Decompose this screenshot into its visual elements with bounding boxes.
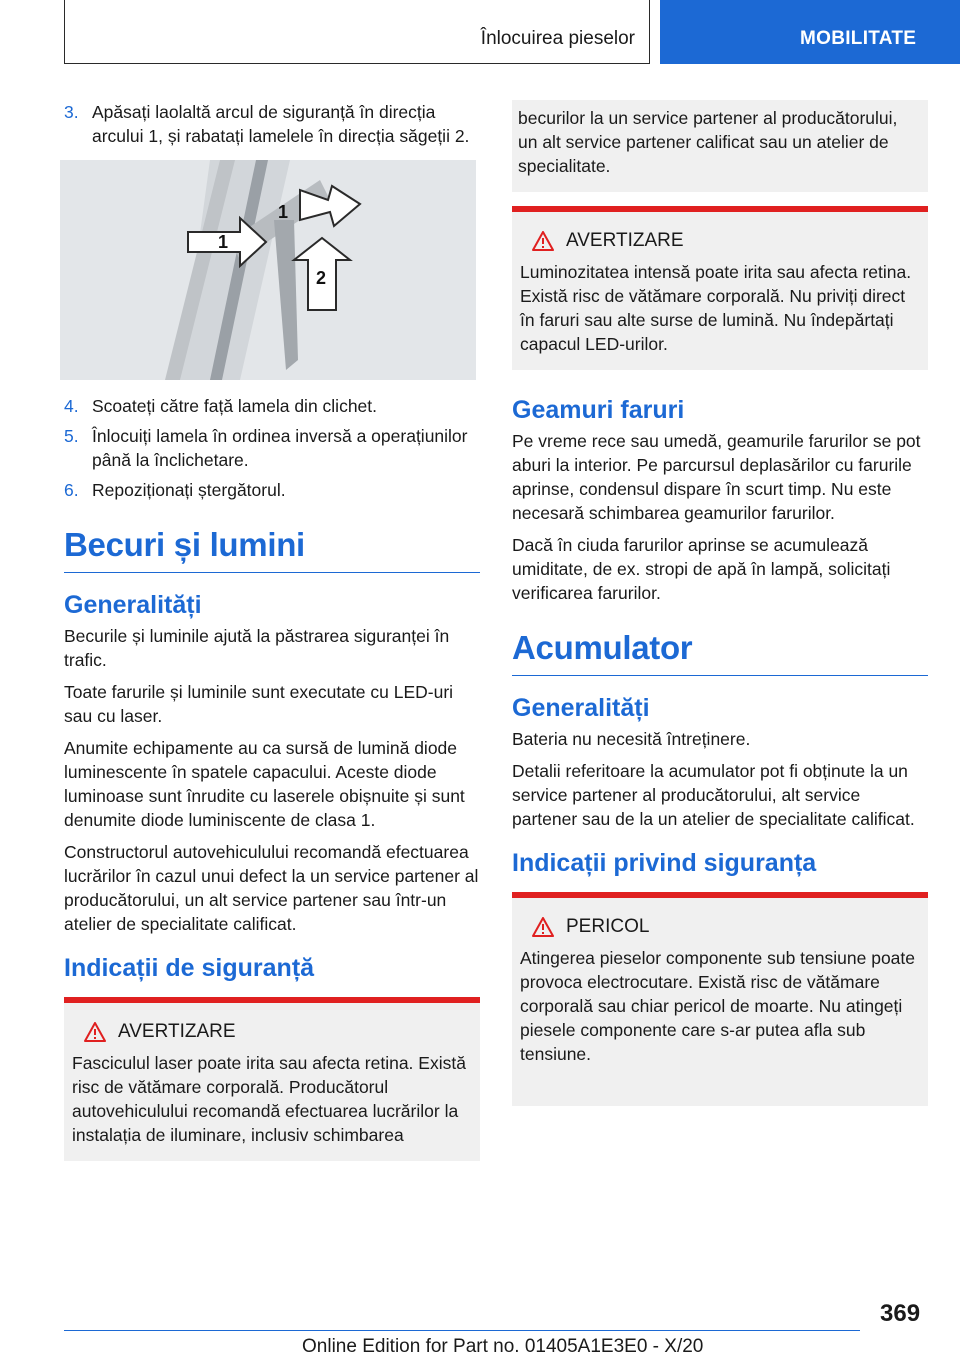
subheading-safety: Indicații privind siguranța — [512, 849, 817, 877]
warning-box — [512, 206, 928, 370]
warning-triangle-icon — [532, 917, 554, 937]
subheading-general: Generalități — [512, 694, 650, 722]
page-number: 369 — [880, 1300, 921, 1327]
step-text: Înlocuiți lamela în ordinea inversă a operațiunilor până la înclichetare. — [92, 426, 468, 470]
warning-text: Luminozitatea intensă poate irita sau afecta retina. Există risc de vătămare corporală. Nu priviți direct în faruri sau alte surse de lumină. Nu îndepărtați capacul LED-urilor. — [520, 262, 912, 354]
header-chapter-tab[interactable] — [660, 0, 960, 64]
warning-header — [520, 230, 920, 252]
warning-label: AVERTIZARE — [118, 1021, 236, 1042]
danger-header — [520, 916, 920, 938]
footer-edition: Online Edition for Part no. 01405A1E3E0 - X/20 — [302, 1336, 704, 1357]
step-text: Apăsați laolaltă arcul de siguranță în direcția arcului 1, și rabatați lamelele în direcția săgeții 2. — [92, 102, 470, 146]
step-item — [64, 100, 480, 148]
step-number: 3. — [64, 102, 79, 122]
warning-box — [64, 997, 480, 1161]
header-chapter-title: MOBILITATE — [800, 28, 917, 49]
figure-label-2: 2 — [316, 268, 327, 288]
figure-label-1-top: 1 — [278, 202, 289, 222]
paragraph: Dacă în ciuda farurilor aprinse se acumulează umiditate, de ex. stropi de apă în lampă, solicitați verificarea farurilor. — [512, 535, 891, 603]
warning-triangle-icon — [532, 231, 554, 251]
danger-text: Atingerea pieselor componente sub tensiune poate provoca electrocutare. Există risc de vătămare corporală sau chiar pericol de moarte. Nu atingeți piesele componente care s-ar putea afla sub tensiune. — [520, 948, 915, 1064]
header-section-title: Înlocuirea pieselor — [480, 28, 635, 49]
step-item — [64, 478, 480, 502]
step-number: 4. — [64, 396, 79, 416]
section-heading-lights: Becuri și lumini — [64, 526, 480, 573]
paragraph: Toate farurile și luminile sunt executate cu LED-uri sau cu laser. — [64, 682, 454, 726]
figure-label-1: 1 — [218, 232, 229, 252]
step-text: Scoateți către față lamela din clichet. — [92, 396, 378, 416]
warning-continuation — [512, 100, 928, 192]
left-column — [64, 100, 480, 1161]
footer-divider — [64, 1330, 860, 1331]
paragraph: Constructorul autovehiculului recomandă efectuarea lucrărilor în cazul unui defect la un service partener al producătorului, un alt service partener sau într-un atelier de specialitate calificat. — [64, 842, 479, 934]
danger-box — [512, 892, 928, 1106]
step-text: Repoziționați ștergătorul. — [92, 480, 286, 500]
step-item — [64, 424, 480, 472]
warning-continued-text: becurilor la un service partener al producătorului, un alt service partener calificat sau un atelier de specialitate. — [518, 108, 898, 176]
step-number: 5. — [64, 426, 79, 446]
section-heading-battery: Acumulator — [512, 629, 928, 676]
paragraph: Becurile și luminile ajută la păstrarea siguranței în trafic. — [64, 626, 450, 670]
step-number: 6. — [64, 480, 79, 500]
subheading-general: Generalități — [64, 591, 202, 619]
header-section-box — [64, 0, 650, 64]
paragraph: Pe vreme rece sau umedă, geamurile farurilor se pot aburi la interior. Pe parcursul deplasărilor cu farurile aprinse, condensul dispare în scurt timp. Nu este necesară schimbarea geamurilor farurilor. — [512, 431, 921, 523]
paragraph: Detalii referitoare la acumulator pot fi obținute la un service partener al producătorului, alt service partener sau de la un atelier de specialitate calificat. — [512, 761, 915, 829]
warning-label: AVERTIZARE — [566, 230, 684, 251]
wiper-figure — [60, 160, 476, 380]
warning-triangle-icon — [84, 1022, 106, 1042]
right-column — [512, 100, 928, 1106]
paragraph: Bateria nu necesită întreținere. — [512, 729, 751, 749]
step-item — [64, 394, 480, 418]
wiper-illustration — [60, 160, 476, 380]
subheading-safety: Indicații de siguranță — [64, 954, 315, 982]
warning-text: Fasciculul laser poate irita sau afecta retina. Există risc de vătămare corporală. Producătorul autovehiculului recomandă efectuarea lucrărilor la instalația de iluminare, inclusiv schimbarea — [72, 1053, 466, 1145]
subheading-headlights: Geamuri faruri — [512, 396, 685, 424]
danger-label: PERICOL — [566, 916, 650, 937]
warning-header — [72, 1021, 472, 1043]
paragraph: Anumite echipamente au ca sursă de lumină diode luminescente în spatele capacului. Aceste diode luminoase sunt înrudite cu laserele obișnuite și sunt denumite diode luminiscente de clasa 1. — [64, 738, 465, 830]
